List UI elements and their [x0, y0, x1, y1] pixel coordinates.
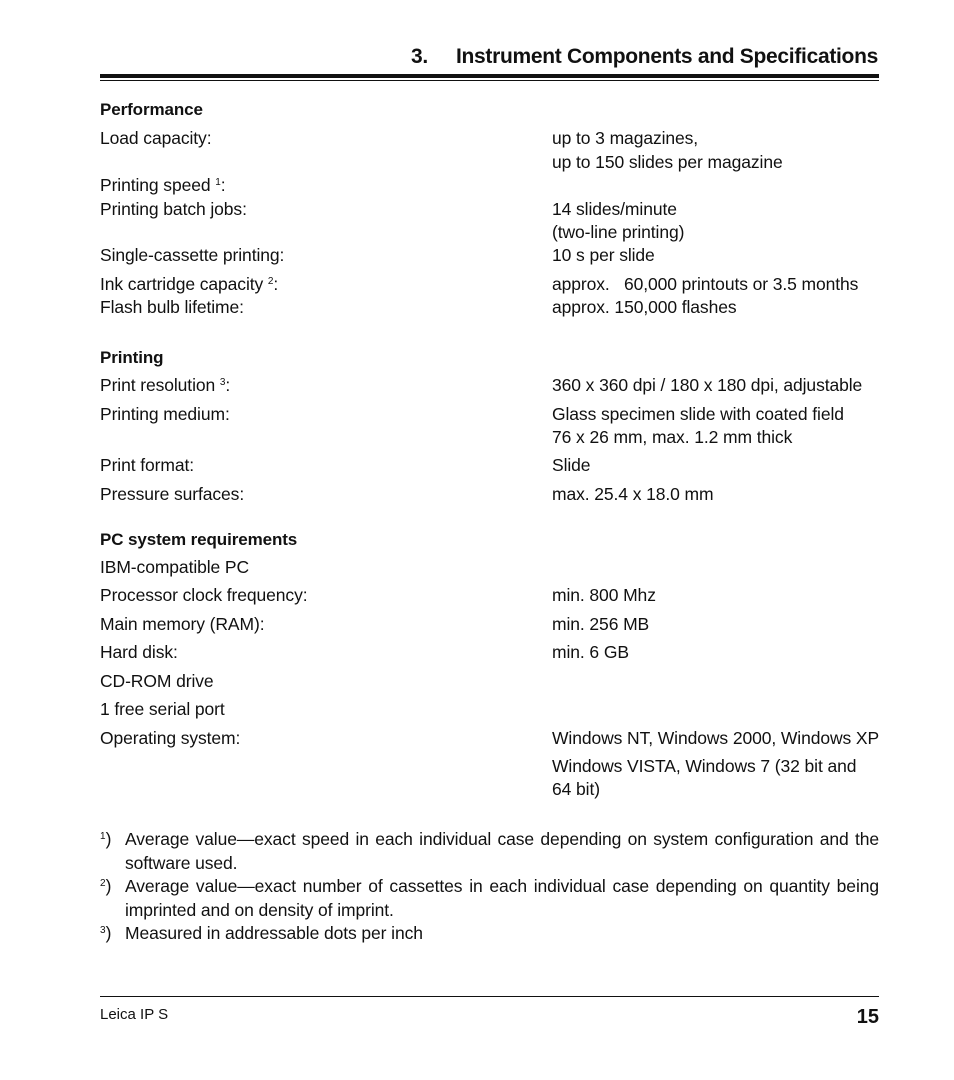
label-hard-disk: Hard disk: [100, 642, 178, 662]
page-number: 15 [856, 1006, 879, 1028]
header-rule-thin [100, 80, 879, 81]
value-operating-system-1: Windows NT, Windows 2000, Windows XP [552, 728, 880, 748]
label-printing-speed: Printing speed $^1$: [100, 175, 226, 195]
value-print-resolution: 360 x 360 dpi / 180 x 180 dpi, adjustable [552, 375, 863, 395]
heading-pc-requirements: PC system requirements [100, 530, 298, 549]
footnote-mark-1: $^1$) [100, 829, 112, 849]
value-clock-frequency: min. 800 Mhz [552, 585, 656, 605]
label-batch-jobs: Printing batch jobs: [100, 199, 247, 219]
value-batch-jobs-1: 14 slides/minute [552, 199, 677, 219]
value-single-cassette: 10 s per slide [552, 245, 655, 265]
section-title: 3. Instrument Components and Specifications [411, 45, 878, 68]
label-single-cassette: Single-cassette printing: [100, 245, 285, 265]
value-operating-system-3: 64 bit) [552, 779, 600, 799]
label-load-capacity: Load capacity: [100, 128, 212, 148]
label-main-memory: Main memory (RAM): [100, 614, 265, 634]
value-hard-disk: min. 6 GB [552, 642, 629, 662]
footnote-text-2: Average value—exact number of cassettes in each individual case depending on quantity being imprinted and on density of imprint. [125, 876, 879, 920]
value-load-capacity-2: up to 150 slides per magazine [552, 152, 783, 172]
value-operating-system-2: Windows VISTA, Windows 7 (32 bit and [552, 756, 857, 776]
label-cdrom: CD-ROM drive [100, 671, 214, 691]
footnote-mark-2: $^2$) [100, 876, 112, 896]
footer-rule [100, 996, 879, 997]
heading-performance: Performance [100, 100, 203, 119]
value-print-format: Slide [552, 455, 591, 475]
footnote-text-3: Measured in addressable dots per inch [125, 923, 423, 943]
label-clock-frequency: Processor clock frequency: [100, 585, 308, 605]
label-print-format: Print format: [100, 455, 195, 475]
value-load-capacity-1: up to 3 magazines, [552, 128, 699, 148]
label-print-resolution: Print resolution $^3$: [100, 375, 231, 395]
label-operating-system: Operating system: [100, 728, 241, 748]
value-printing-medium-2: 76 x 26 mm, max. 1.2 mm thick [552, 427, 793, 447]
heading-printing: Printing [100, 348, 164, 367]
label-flash-bulb: Flash bulb lifetime: [100, 297, 244, 317]
label-ink-capacity: Ink cartridge capacity $^2$: [100, 274, 279, 294]
header-rule-thick [100, 74, 879, 78]
value-main-memory: min. 256 MB [552, 614, 650, 634]
label-ibm-pc: IBM-compatible PC [100, 557, 250, 577]
value-printing-medium-1: Glass specimen slide with coated field [552, 404, 844, 424]
footnote-mark-3: $^3$) [100, 923, 112, 943]
footer-product-name: Leica IP S [100, 1006, 169, 1023]
footnote-text-1: Average value—exact speed in each individual case depending on system configuration and the software used. [125, 829, 879, 873]
label-printing-medium: Printing medium: [100, 404, 230, 424]
value-batch-jobs-2: (two-line printing) [552, 222, 685, 242]
value-flash-bulb: approx. 150,000 flashes [552, 297, 737, 317]
value-ink-capacity: approx. 60,000 printouts or 3.5 months [552, 274, 859, 294]
label-serial-port: 1 free serial port [100, 699, 225, 719]
value-pressure-surfaces: max. 25.4 x 18.0 mm [552, 484, 714, 504]
label-pressure-surfaces: Pressure surfaces: [100, 484, 245, 504]
